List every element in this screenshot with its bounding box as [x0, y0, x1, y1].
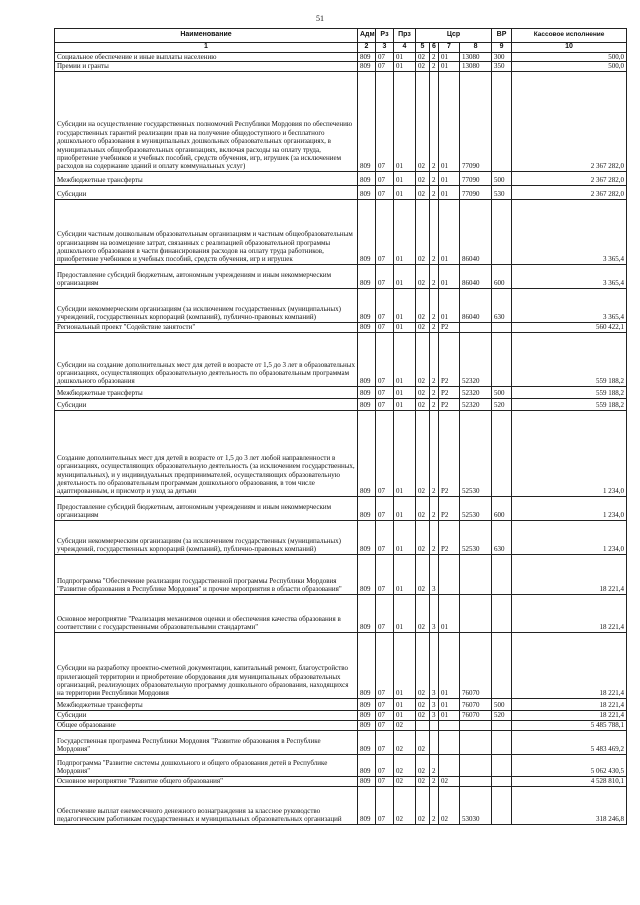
row-csr-part4 — [460, 720, 492, 730]
row-csr-part1: 02 — [416, 496, 430, 520]
row-csr-part1: 02 — [416, 62, 430, 71]
row-amount: 559 188,2 — [512, 398, 627, 410]
col-header-adm: Адм — [358, 29, 376, 43]
row-prz: 01 — [394, 62, 416, 71]
row-name: Субсидии на создание дополнительных мест для детей в возрасте от 1,5 до 3 лет в образовательных организациях, осуществляющих образовательную деятельность по образовательным программам дошкольного образования — [55, 332, 358, 386]
row-csr-part4 — [460, 322, 492, 332]
table-row — [55, 62, 627, 71]
row-csr-part2: 2 — [430, 322, 439, 332]
row-csr-part4: 77090 — [460, 185, 492, 199]
row-rz: 07 — [376, 199, 394, 264]
row-csr-part2: 2 — [430, 71, 439, 171]
row-vr: 630 — [492, 288, 512, 322]
row-name: Премии и гранты — [55, 62, 358, 71]
row-vr: 500 — [492, 386, 512, 398]
row-adm: 809 — [358, 410, 376, 496]
row-rz: 07 — [376, 710, 394, 720]
row-name: Субсидии — [55, 398, 358, 410]
row-rz: 07 — [376, 520, 394, 554]
row-rz: 07 — [376, 185, 394, 199]
row-prz: 01 — [394, 410, 416, 496]
row-prz: 02 — [394, 730, 416, 754]
row-csr-part2: 3 — [430, 554, 439, 594]
row-vr — [492, 720, 512, 730]
table-row — [55, 386, 627, 398]
row-adm: 809 — [358, 520, 376, 554]
row-vr — [492, 594, 512, 632]
row-adm: 809 — [358, 632, 376, 698]
row-csr-part3: 02 — [439, 776, 460, 786]
row-csr-part3: 01 — [439, 632, 460, 698]
row-rz: 07 — [376, 720, 394, 730]
row-prz: 02 — [394, 720, 416, 730]
row-prz: 02 — [394, 786, 416, 824]
row-vr — [492, 332, 512, 386]
index-cell: 4 — [394, 43, 416, 53]
table-row — [55, 171, 627, 185]
row-csr-part1: 02 — [416, 554, 430, 594]
col-header-vr: ВР — [492, 29, 512, 43]
row-amount: 500,0 — [512, 53, 627, 62]
row-prz: 01 — [394, 332, 416, 386]
row-adm: 809 — [358, 62, 376, 71]
row-prz: 01 — [394, 632, 416, 698]
row-csr-part4: 52320 — [460, 332, 492, 386]
row-csr-part4: 52530 — [460, 520, 492, 554]
row-csr-part4: 77090 — [460, 171, 492, 185]
row-rz: 07 — [376, 754, 394, 776]
header-row — [55, 29, 627, 43]
row-amount: 18 221,4 — [512, 632, 627, 698]
row-adm: 809 — [358, 730, 376, 754]
row-rz: 07 — [376, 410, 394, 496]
row-rz: 07 — [376, 786, 394, 824]
row-name: Социальное обеспечение и иные выплаты населению — [55, 53, 358, 62]
row-amount: 560 422,1 — [512, 322, 627, 332]
table-row — [55, 554, 627, 594]
row-vr: 530 — [492, 185, 512, 199]
row-name: Региональный проект "Содействие занятости" — [55, 322, 358, 332]
row-rz: 07 — [376, 71, 394, 171]
row-rz: 07 — [376, 398, 394, 410]
row-csr-part1: 02 — [416, 786, 430, 824]
row-csr-part4: 52320 — [460, 398, 492, 410]
row-name: Субсидии некоммерческим организациям (за исключением государственных (муниципальных) учреждений, государственных корпораций (компаний), публично-правовых компаний) — [55, 520, 358, 554]
col-header-name: Наименование — [55, 29, 358, 43]
row-csr-part1: 02 — [416, 776, 430, 786]
row-name: Межбюджетные трансферты — [55, 698, 358, 710]
row-rz: 07 — [376, 62, 394, 71]
column-index-row — [55, 43, 627, 53]
table-row — [55, 720, 627, 730]
row-csr-part4: 86040 — [460, 264, 492, 288]
row-vr: 520 — [492, 710, 512, 720]
row-csr-part4: 76070 — [460, 632, 492, 698]
table-row — [55, 594, 627, 632]
row-csr-part4: 76070 — [460, 698, 492, 710]
row-amount: 2 367 282,0 — [512, 71, 627, 171]
row-csr-part4 — [460, 730, 492, 754]
row-csr-part1: 02 — [416, 185, 430, 199]
row-csr-part4 — [460, 594, 492, 632]
row-csr-part2: 2 — [430, 288, 439, 322]
row-rz: 07 — [376, 288, 394, 322]
index-cell: 6 — [430, 43, 439, 53]
row-csr-part4: 86040 — [460, 199, 492, 264]
row-prz: 01 — [394, 554, 416, 594]
table-row — [55, 199, 627, 264]
row-csr-part1: 02 — [416, 322, 430, 332]
row-csr-part3 — [439, 554, 460, 594]
row-csr-part3: 01 — [439, 71, 460, 171]
row-csr-part3: P2 — [439, 322, 460, 332]
row-vr — [492, 776, 512, 786]
row-csr-part1 — [416, 720, 430, 730]
row-adm: 809 — [358, 171, 376, 185]
row-prz: 01 — [394, 496, 416, 520]
row-prz: 02 — [394, 754, 416, 776]
row-adm: 809 — [358, 720, 376, 730]
row-prz: 01 — [394, 698, 416, 710]
row-adm: 809 — [358, 496, 376, 520]
index-cell: 7 — [439, 43, 460, 53]
row-amount: 500,0 — [512, 62, 627, 71]
row-csr-part1: 02 — [416, 332, 430, 386]
budget-execution-table — [54, 28, 627, 825]
index-cell: 8 — [460, 43, 492, 53]
row-name: Субсидии на осуществление государственных полномочий Республики Мордовия по обеспечению государственных гарантий реализации прав на получение общедоступного и бесплатного дошкольного образования в муниципальных дошкольных образовательных организациях, в муниципальных общеобразовательных организациях, включая расходы на оплату труда, приобретение учебников и учебных пособий, средств обучения, игр, игрушек (за исключением расходов на содержание зданий и оплату коммунальных услуг) — [55, 71, 358, 171]
row-name: Создание дополнительных мест для детей в возрасте от 1,5 до 3 лет любой направленности в организациях, осуществляющих образовательную деятельность (за исключением государственных, муниципальных), и у индивидуальных предпринимателей, осуществляющих образовательную деятельность по образовательным программам дошкольного образования, в том числе адаптированным, и присмотр и уход за детьми — [55, 410, 358, 496]
row-csr-part2: 2 — [430, 496, 439, 520]
table-row — [55, 496, 627, 520]
row-csr-part3: P2 — [439, 386, 460, 398]
row-amount: 18 221,4 — [512, 710, 627, 720]
row-csr-part3: 01 — [439, 594, 460, 632]
index-cell: 3 — [376, 43, 394, 53]
row-vr — [492, 71, 512, 171]
row-amount: 18 221,4 — [512, 698, 627, 710]
row-amount: 3 365,4 — [512, 288, 627, 322]
table-row — [55, 730, 627, 754]
row-name: Предоставление субсидий бюджетным, автономным учреждениям и иным некоммерческим организациям — [55, 264, 358, 288]
row-csr-part2: 2 — [430, 754, 439, 776]
row-csr-part2: 2 — [430, 264, 439, 288]
table-row — [55, 698, 627, 710]
index-cell: 10 — [512, 43, 627, 53]
row-adm: 809 — [358, 185, 376, 199]
row-rz: 07 — [376, 322, 394, 332]
row-csr-part1: 02 — [416, 71, 430, 171]
row-csr-part2: 3 — [430, 698, 439, 710]
row-csr-part1: 02 — [416, 594, 430, 632]
row-name: Подпрограмма "Обеспечение реализации государственной программы Республики Мордовия "Развитие образования в Республике Мордовия" и прочие мероприятия в области образования" — [55, 554, 358, 594]
row-name: Субсидии на разработку проектно-сметной документации, капитальный ремонт, благоустройство прилегающей территории и приобретение оборудования для муниципальных образовательных организаций, реализующих образовательную программу дошкольного образования, находящихся на территории Республики Мордовия — [55, 632, 358, 698]
table-row — [55, 410, 627, 496]
table-row — [55, 264, 627, 288]
row-vr — [492, 322, 512, 332]
row-csr-part2: 2 — [430, 185, 439, 199]
row-adm: 809 — [358, 594, 376, 632]
table-row — [55, 322, 627, 332]
col-header-rz: Рз — [376, 29, 394, 43]
row-csr-part3: 01 — [439, 199, 460, 264]
row-csr-part4: 76070 — [460, 710, 492, 720]
row-amount: 18 221,4 — [512, 594, 627, 632]
row-name: Обеспечение выплат ежемесячного денежного вознаграждения за классное руководство педагогическим работникам государственных и муниципальных образовательных организаций — [55, 786, 358, 824]
row-amount: 1 234,0 — [512, 520, 627, 554]
index-cell: 5 — [416, 43, 430, 53]
row-csr-part4: 77090 — [460, 71, 492, 171]
row-rz: 07 — [376, 332, 394, 386]
row-csr-part2: 2 — [430, 62, 439, 71]
row-rz: 07 — [376, 776, 394, 786]
row-name: Предоставление субсидий бюджетным, автономным учреждениям и иным некоммерческим организациям — [55, 496, 358, 520]
row-adm: 809 — [358, 71, 376, 171]
page-number: 51 — [316, 14, 324, 23]
row-csr-part4: 53030 — [460, 786, 492, 824]
row-csr-part2: 2 — [430, 398, 439, 410]
row-csr-part1: 02 — [416, 171, 430, 185]
row-csr-part2: 3 — [430, 632, 439, 698]
row-name: Субсидии — [55, 185, 358, 199]
row-vr: 300 — [492, 53, 512, 62]
row-prz: 01 — [394, 398, 416, 410]
row-csr-part4: 52530 — [460, 410, 492, 496]
row-csr-part4: 13080 — [460, 62, 492, 71]
row-adm: 809 — [358, 698, 376, 710]
row-csr-part1: 02 — [416, 754, 430, 776]
row-csr-part3 — [439, 720, 460, 730]
row-rz: 07 — [376, 386, 394, 398]
row-amount: 5 483 469,2 — [512, 730, 627, 754]
row-name: Общее образование — [55, 720, 358, 730]
table-row — [55, 520, 627, 554]
row-amount: 318 246,8 — [512, 786, 627, 824]
row-csr-part1: 02 — [416, 710, 430, 720]
table-row — [55, 398, 627, 410]
row-vr: 500 — [492, 171, 512, 185]
row-prz: 01 — [394, 288, 416, 322]
row-adm: 809 — [358, 710, 376, 720]
row-adm: 809 — [358, 776, 376, 786]
row-amount: 4 528 810,1 — [512, 776, 627, 786]
row-csr-part3: P2 — [439, 496, 460, 520]
table-row — [55, 53, 627, 62]
row-csr-part3: 01 — [439, 264, 460, 288]
row-csr-part4 — [460, 554, 492, 594]
row-name: Субсидии — [55, 710, 358, 720]
row-csr-part2: 2 — [430, 53, 439, 62]
row-amount: 1 234,0 — [512, 496, 627, 520]
row-prz: 01 — [394, 71, 416, 171]
row-name: Государственная программа Республики Мордовия "Развитие образования в Республике Мордовия" — [55, 730, 358, 754]
row-csr-part4: 13080 — [460, 53, 492, 62]
row-vr: 500 — [492, 698, 512, 710]
row-adm: 809 — [358, 754, 376, 776]
row-csr-part2: 2 — [430, 332, 439, 386]
row-name: Подпрограмма "Развитие системы дошкольного и общего образования детей в Республике Мордовия" — [55, 754, 358, 776]
row-csr-part2: 2 — [430, 410, 439, 496]
row-csr-part1: 02 — [416, 199, 430, 264]
row-prz: 01 — [394, 386, 416, 398]
row-csr-part4: 52530 — [460, 496, 492, 520]
row-csr-part1: 02 — [416, 520, 430, 554]
row-rz: 07 — [376, 171, 394, 185]
row-csr-part3: 01 — [439, 710, 460, 720]
row-csr-part3 — [439, 730, 460, 754]
row-csr-part4 — [460, 754, 492, 776]
row-rz: 07 — [376, 264, 394, 288]
table-row — [55, 288, 627, 322]
index-cell: 9 — [492, 43, 512, 53]
table-row — [55, 71, 627, 171]
row-csr-part1: 02 — [416, 264, 430, 288]
row-csr-part2: 3 — [430, 594, 439, 632]
row-csr-part3: 01 — [439, 185, 460, 199]
row-csr-part3 — [439, 754, 460, 776]
table-row — [55, 754, 627, 776]
row-vr — [492, 199, 512, 264]
row-name: Межбюджетные трансферты — [55, 171, 358, 185]
row-prz: 01 — [394, 171, 416, 185]
row-prz: 01 — [394, 594, 416, 632]
row-adm: 809 — [358, 398, 376, 410]
row-amount: 2 367 282,0 — [512, 185, 627, 199]
row-vr — [492, 554, 512, 594]
row-csr-part2 — [430, 720, 439, 730]
row-prz: 01 — [394, 185, 416, 199]
row-vr — [492, 410, 512, 496]
row-csr-part2: 2 — [430, 786, 439, 824]
row-vr — [492, 786, 512, 824]
row-csr-part3: 02 — [439, 786, 460, 824]
row-vr: 600 — [492, 264, 512, 288]
row-csr-part1: 02 — [416, 730, 430, 754]
row-rz: 07 — [376, 632, 394, 698]
row-csr-part4 — [460, 776, 492, 786]
index-cell: 1 — [55, 43, 358, 53]
row-name: Основное мероприятие "Развитие общего образования" — [55, 776, 358, 786]
row-name: Основное мероприятие "Реализация механизмов оценки и обеспечения качества образования в соответствии с государственными образовательными стандартами" — [55, 594, 358, 632]
row-adm: 809 — [358, 386, 376, 398]
row-vr: 520 — [492, 398, 512, 410]
row-rz: 07 — [376, 53, 394, 62]
row-prz: 01 — [394, 520, 416, 554]
row-prz: 01 — [394, 322, 416, 332]
row-rz: 07 — [376, 594, 394, 632]
row-csr-part3: 01 — [439, 171, 460, 185]
row-amount: 5 485 788,1 — [512, 720, 627, 730]
row-csr-part4: 86040 — [460, 288, 492, 322]
row-name: Субсидии частным дошкольным образовательным организациям и частным общеобразовательным организациям на возмещение затрат, связанных с реализацией образовательной программы дошкольного образования в части финансирования расходов на оплату труда работников, приобретение учебников и учебных пособий, средств обучения, игр и игрушек — [55, 199, 358, 264]
row-prz: 01 — [394, 710, 416, 720]
row-amount: 3 365,4 — [512, 264, 627, 288]
row-amount: 559 188,2 — [512, 332, 627, 386]
row-amount: 5 062 430,5 — [512, 754, 627, 776]
row-csr-part3: P2 — [439, 398, 460, 410]
row-csr-part2: 2 — [430, 199, 439, 264]
row-rz: 07 — [376, 730, 394, 754]
row-csr-part3: P2 — [439, 410, 460, 496]
row-csr-part1: 02 — [416, 386, 430, 398]
row-csr-part2: 2 — [430, 520, 439, 554]
row-csr-part3: 01 — [439, 288, 460, 322]
row-csr-part4: 52320 — [460, 386, 492, 398]
row-csr-part3: P2 — [439, 520, 460, 554]
row-amount: 18 221,4 — [512, 554, 627, 594]
row-csr-part2: 2 — [430, 171, 439, 185]
row-csr-part3: 01 — [439, 62, 460, 71]
row-amount: 1 234,0 — [512, 410, 627, 496]
row-rz: 07 — [376, 554, 394, 594]
table-body — [55, 53, 627, 825]
row-vr — [492, 730, 512, 754]
row-csr-part1: 02 — [416, 398, 430, 410]
table-row — [55, 332, 627, 386]
row-csr-part3: 01 — [439, 53, 460, 62]
col-header-prz: Прз — [394, 29, 416, 43]
row-adm: 809 — [358, 53, 376, 62]
row-vr: 630 — [492, 520, 512, 554]
table-row — [55, 786, 627, 824]
table-row — [55, 185, 627, 199]
row-adm: 809 — [358, 554, 376, 594]
row-csr-part2: 3 — [430, 710, 439, 720]
index-cell: 2 — [358, 43, 376, 53]
row-adm: 809 — [358, 322, 376, 332]
col-header-amount: Кассовое исполнение — [512, 29, 627, 43]
row-adm: 809 — [358, 264, 376, 288]
row-csr-part3: P2 — [439, 332, 460, 386]
row-name: Межбюджетные трансферты — [55, 386, 358, 398]
row-amount: 3 365,4 — [512, 199, 627, 264]
row-csr-part2: 2 — [430, 776, 439, 786]
row-csr-part1: 02 — [416, 53, 430, 62]
table-row — [55, 632, 627, 698]
row-adm: 809 — [358, 199, 376, 264]
row-adm: 809 — [358, 786, 376, 824]
row-adm: 809 — [358, 288, 376, 322]
row-prz: 01 — [394, 264, 416, 288]
row-prz: 02 — [394, 776, 416, 786]
row-csr-part1: 02 — [416, 698, 430, 710]
row-vr: 600 — [492, 496, 512, 520]
row-csr-part2 — [430, 730, 439, 754]
row-vr: 350 — [492, 62, 512, 71]
row-csr-part1: 02 — [416, 632, 430, 698]
row-amount: 559 188,2 — [512, 386, 627, 398]
table-row — [55, 776, 627, 786]
row-name: Субсидии некоммерческим организациям (за исключением государственных (муниципальных) учреждений, государственных корпораций (компаний), публично-правовых компаний) — [55, 288, 358, 322]
row-csr-part3: 01 — [439, 698, 460, 710]
row-csr-part1: 02 — [416, 288, 430, 322]
row-amount: 2 367 282,0 — [512, 171, 627, 185]
row-prz: 01 — [394, 199, 416, 264]
row-csr-part1: 02 — [416, 410, 430, 496]
row-vr — [492, 632, 512, 698]
table-row — [55, 710, 627, 720]
row-csr-part2: 2 — [430, 386, 439, 398]
row-rz: 07 — [376, 496, 394, 520]
col-header-csr: Цср — [416, 29, 492, 43]
row-prz: 01 — [394, 53, 416, 62]
row-adm: 809 — [358, 332, 376, 386]
row-rz: 07 — [376, 698, 394, 710]
row-vr — [492, 754, 512, 776]
